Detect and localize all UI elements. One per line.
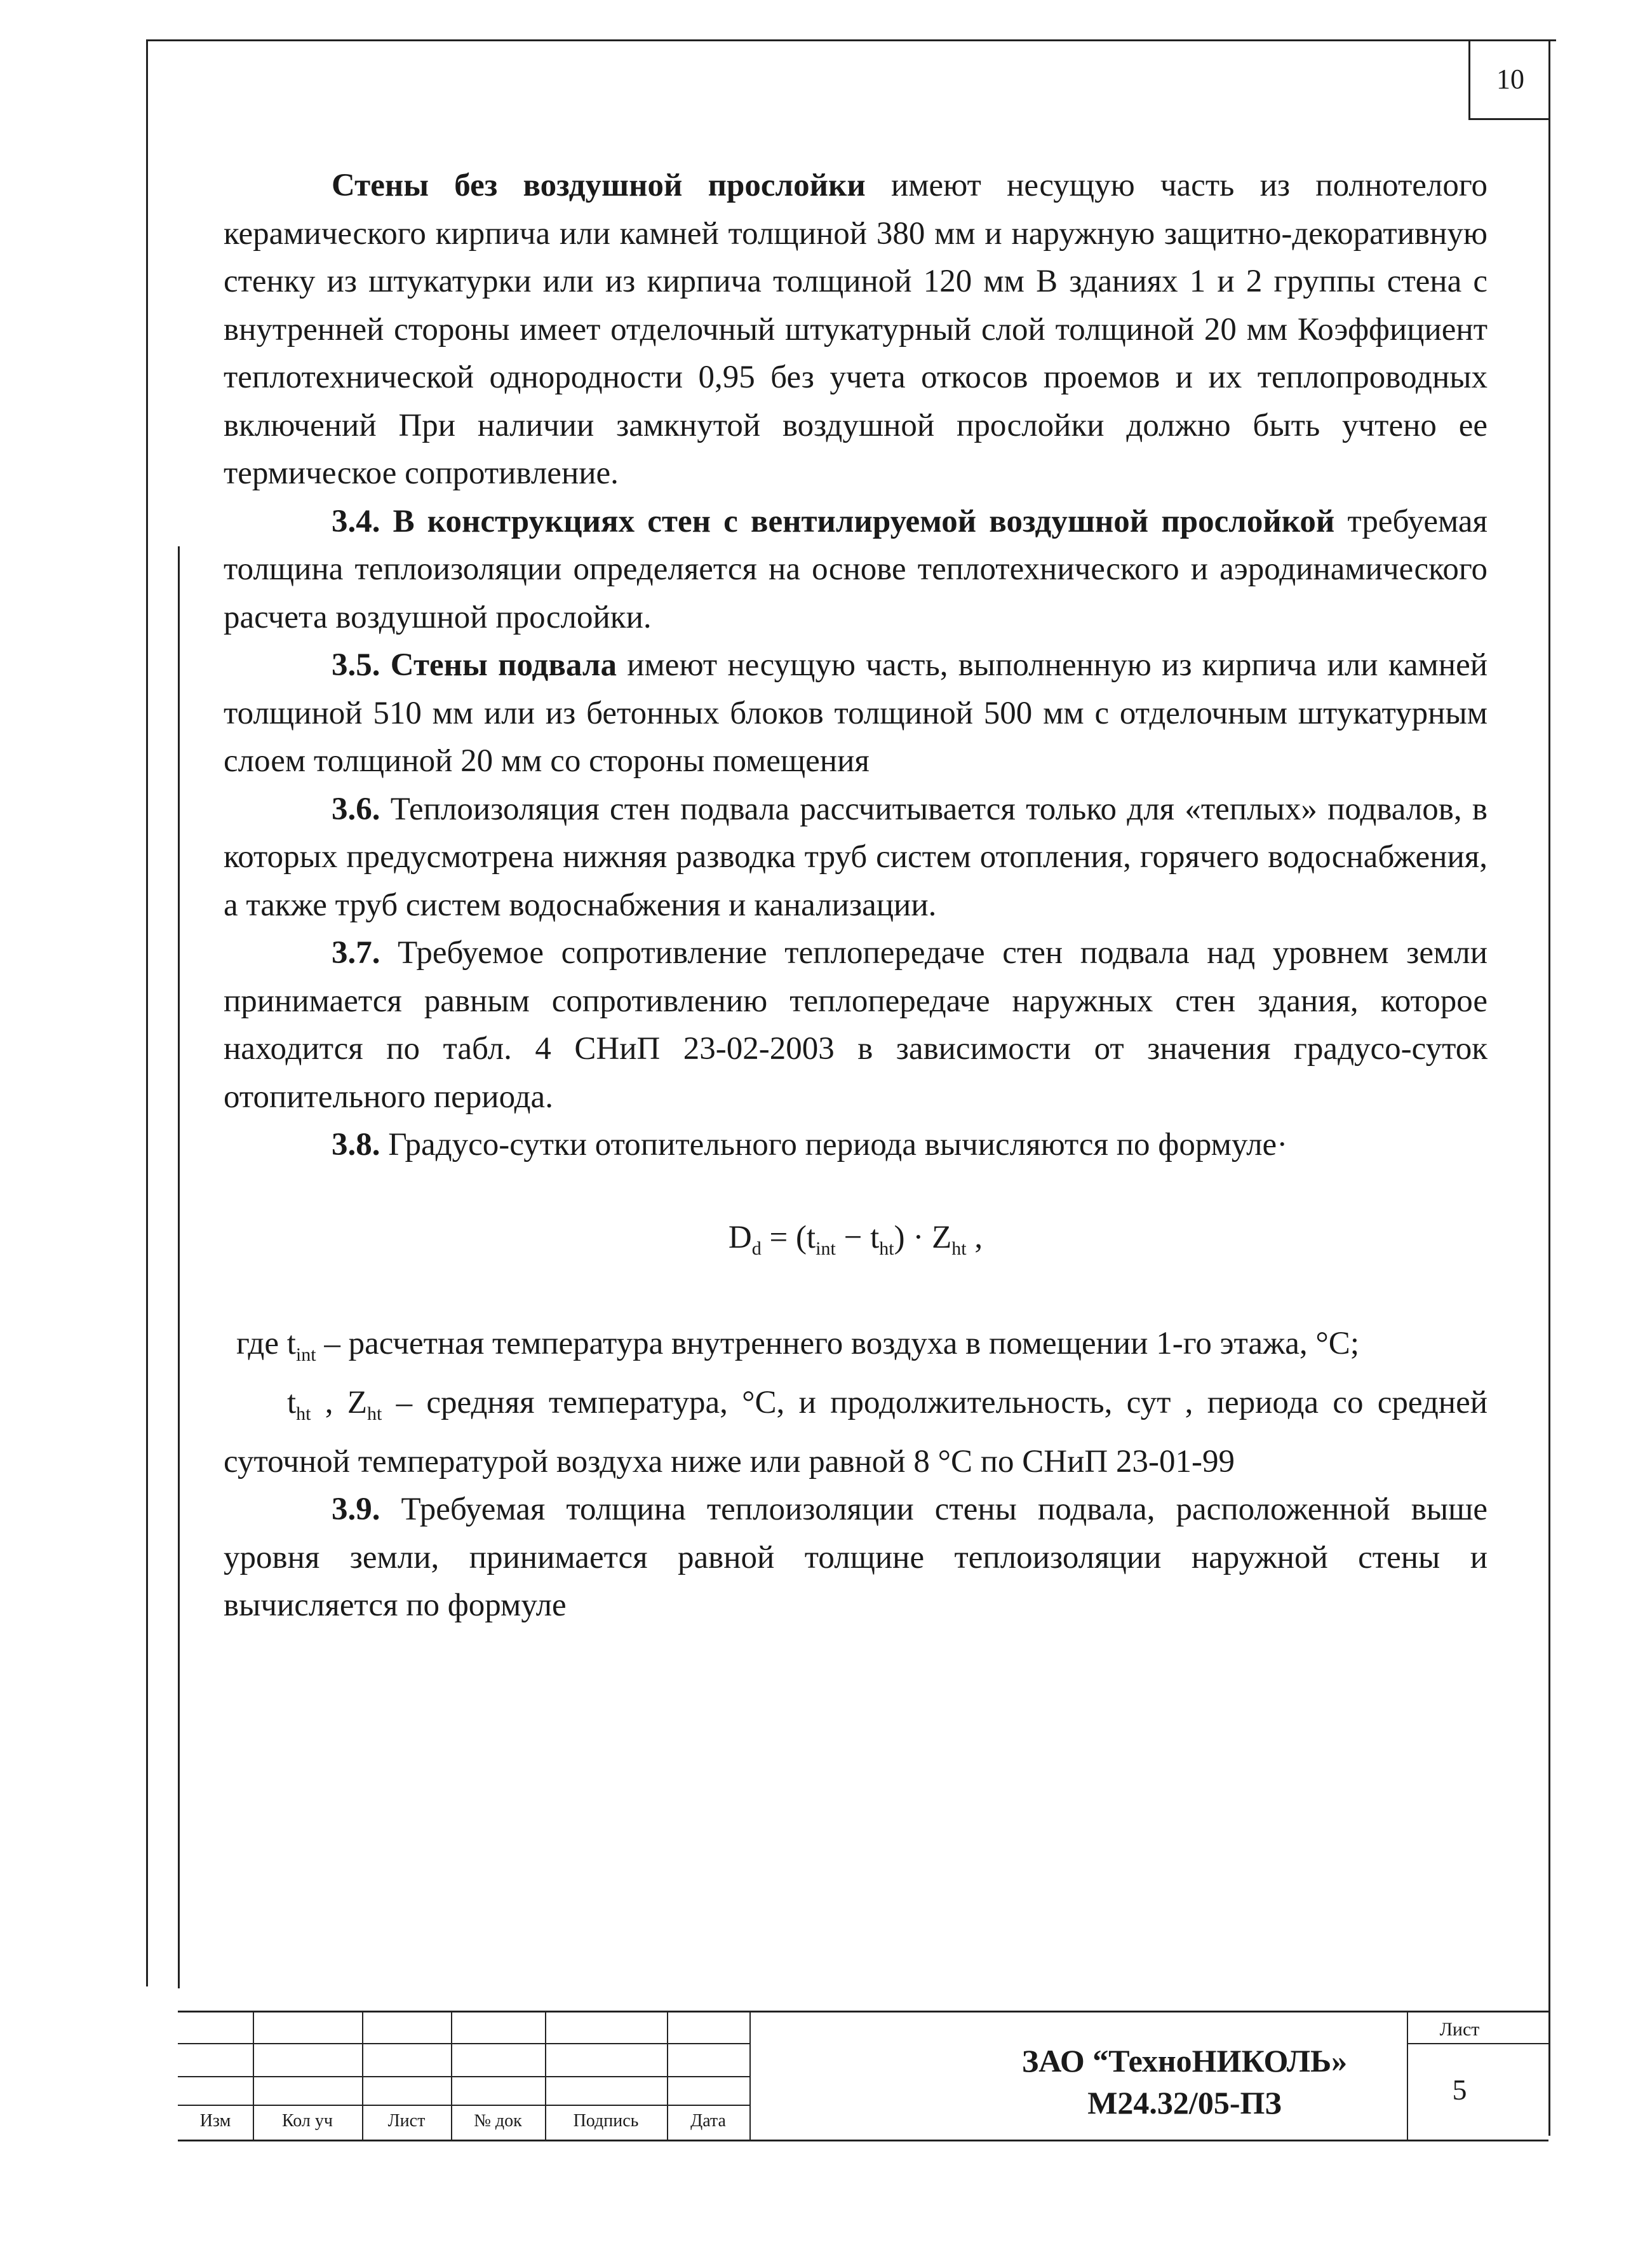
paragraph-body: Теплоизоляция стен подвала рассчитывается только для «теплых» подвалов, в которых предусмотрена нижняя разводка труб систем отопления, горячего водоснабжения, а также труб систем водоснабжения и канализации. xyxy=(224,791,1487,923)
column-date: Дата xyxy=(690,2111,726,2131)
paragraph-3-6 xyxy=(224,786,1487,930)
page-frame-top xyxy=(146,39,1556,41)
formula-degree-days: $D_d = (t_{int} - t_{ht}) \cdot Z_{ht}$ , xyxy=(728,1219,983,1259)
column-izm: Изм xyxy=(199,2111,231,2131)
paragraph-body: имеют несущую часть, выполненную из кирпича или камней толщиной 510 мм или из бетонных блоков толщиной 500 мм с отделочным штукатурным слоем толщиной 20 мм со стороны помещения xyxy=(224,647,1487,779)
paragraph-heading: Стены без воздушной прослойки xyxy=(332,168,866,203)
paragraph-heading: 3.9. xyxy=(332,1492,380,1528)
paragraph-3-9 xyxy=(224,1486,1487,1630)
page-frame-right xyxy=(1548,39,1550,2136)
paragraph-3-4 xyxy=(224,498,1487,642)
column-signature: Подпись xyxy=(573,2111,639,2131)
paragraph-heading: 3.7. xyxy=(332,935,380,971)
paragraph-body: Градусо-сутки отопительного периода вычисляются по формуле· xyxy=(380,1127,1288,1163)
paragraph-3-7 xyxy=(224,929,1487,1121)
paragraph-body: Требуемое сопротивление теплопередаче стен подвала над уровнем земли принимается равным сопротивлению теплопередаче наружных стен здания, которое находится по табл. 4 СНиП 23-02-2003 в зависимости от значения градусо-суток отопительного периода. xyxy=(224,935,1487,1115)
body-text xyxy=(224,162,1487,1630)
document-code: М24.32/05-ПЗ xyxy=(1087,2085,1282,2121)
column-list: Лист xyxy=(387,2111,426,2131)
page-frame-left xyxy=(146,39,148,1986)
sheet-label: Лист xyxy=(1439,2019,1480,2040)
paragraph-heading: 3.8. xyxy=(332,1127,380,1163)
paragraph-body: имеют несущую часть из полнотелого керамического кирпича или камней толщиной 380 мм и наружную защитно-декоративную стенку из штукатурки или из кирпича толщиной 120 мм В зданиях 1 и 2 группы стена с внутренней стороны имеет отделочный штукатурный слой толщиной 20 мм Коэффициент теплотехнической однородности 0,95 без учета откосов проемов и их теплопроводных включений При наличии замкнутой воздушной прослойки должно быть учтено ее термическое сопротивление. xyxy=(224,168,1487,491)
formula-where-tht: $t_{ht}$ , $Z_{ht}$ – средняя температура, °С, и продолжительность, сут , периода со средней суточной температурой воздуха ниже или равной 8 °С по СНиП 23-01-99 xyxy=(224,1384,1487,1480)
column-kol-uch: Кол уч xyxy=(282,2111,333,2131)
column-doc-number: № док xyxy=(474,2111,522,2131)
company-name: ЗАО “ТехноНИКОЛЬ» xyxy=(1021,2043,1348,2079)
paragraph-body: Требуемая толщина теплоизоляции стены подвала, расположенной выше уровня земли, принимается равной толщине теплоизоляции наружной стены и вычисляется по формуле xyxy=(224,1492,1487,1624)
paragraph-heading: 3.6. xyxy=(332,791,380,827)
title-block xyxy=(178,2011,1548,2141)
paragraph-heading: 3.5. Стены подвала xyxy=(332,647,617,683)
paragraph-3-8 xyxy=(224,1121,1487,1170)
paragraph-3-5 xyxy=(224,642,1487,786)
paragraph-heading: 3.4. В конструкциях стен с вентилируемой воздушной прослойкой xyxy=(332,503,1335,539)
page-frame-inner-left xyxy=(178,546,180,1988)
page-number: 10 xyxy=(1468,39,1550,120)
sheet-number: 5 xyxy=(1452,2073,1467,2106)
paragraph-body: требуемая толщина теплоизоляции определяется на основе теплотехнического и аэродинамического расчета воздушной прослойки. xyxy=(224,503,1487,635)
formula-where-tint: где $t_{int}$ – расчетная температура внутреннего воздуха в помещении 1-го этажа, °С; xyxy=(236,1326,1359,1366)
paragraph-walls-no-air-gap xyxy=(224,162,1487,498)
